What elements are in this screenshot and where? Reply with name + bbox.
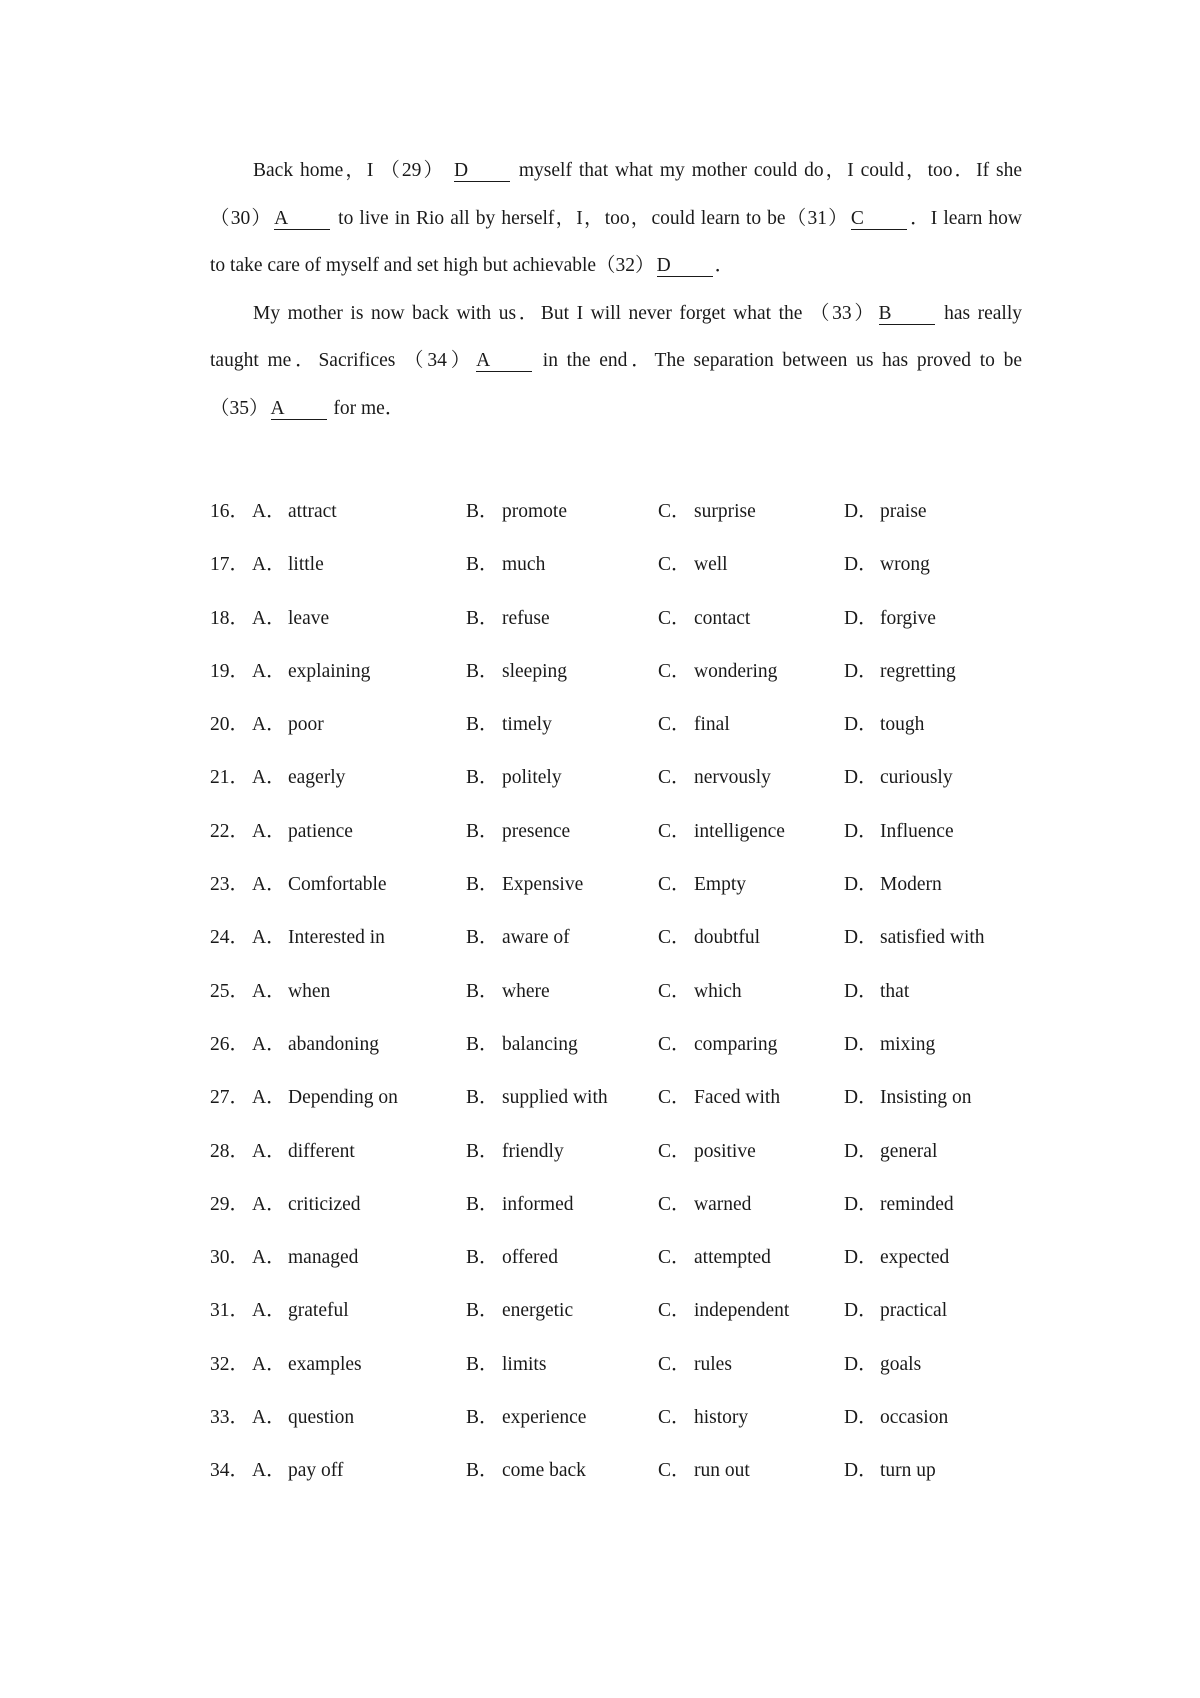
- answer-blank-31: C: [851, 209, 907, 230]
- option-b: [466, 602, 550, 630]
- option-letter: D．: [844, 1353, 878, 1375]
- question-number: 28．: [210, 1140, 250, 1162]
- option-letter: C．: [658, 607, 691, 629]
- option-text: refuse: [502, 607, 550, 629]
- passage-text: Back home，I （29）: [253, 160, 445, 181]
- option-d: [844, 975, 909, 1003]
- option-letter: D．: [844, 554, 878, 576]
- option-text: Empty: [694, 874, 746, 896]
- option-letter: D．: [844, 660, 878, 682]
- option-d: [844, 921, 985, 949]
- option-c: [658, 921, 760, 949]
- option-letter: D．: [844, 1087, 878, 1109]
- passage-line: [210, 385, 1022, 433]
- option-a: [252, 868, 387, 896]
- option-letter: A．: [252, 554, 286, 576]
- option-letter: B．: [466, 554, 499, 576]
- question-number: 31．: [210, 1300, 250, 1322]
- option-text: question: [288, 1407, 355, 1429]
- option-letter: C．: [658, 554, 691, 576]
- passage-text: in the end．The separation between us has proved to be: [542, 350, 1022, 371]
- option-text: patience: [288, 820, 353, 842]
- option-letter: B．: [466, 714, 499, 736]
- option-letter: B．: [466, 1407, 499, 1429]
- question-row: [210, 1135, 1030, 1188]
- question-row: [210, 868, 1030, 921]
- option-text: examples: [288, 1353, 362, 1375]
- option-letter: A．: [252, 874, 286, 896]
- passage-text: ．: [714, 255, 735, 276]
- option-d: [844, 495, 927, 523]
- option-text: tough: [880, 714, 925, 736]
- passage-text: My mother is now back with us．But I will never forget what the （33）: [253, 302, 877, 324]
- question-row: [210, 548, 1030, 601]
- option-a: [252, 921, 385, 949]
- option-text: offered: [502, 1247, 558, 1269]
- option-text: rules: [694, 1353, 732, 1375]
- option-d: [844, 1188, 954, 1216]
- option-b: [466, 921, 570, 949]
- option-text: final: [694, 714, 730, 736]
- reading-passage: [210, 147, 1022, 432]
- option-a: [252, 761, 345, 789]
- option-c: [658, 1028, 777, 1056]
- option-text: much: [502, 554, 546, 576]
- option-letter: D．: [844, 1460, 878, 1482]
- question-row: [210, 1241, 1030, 1294]
- option-text: mixing: [880, 1033, 936, 1055]
- question-row: [210, 1401, 1030, 1454]
- option-d: [844, 602, 936, 630]
- option-b: [466, 1081, 608, 1109]
- question-row: [210, 1348, 1030, 1401]
- option-d: [844, 1241, 949, 1269]
- option-b: [466, 655, 567, 683]
- option-d: [844, 815, 954, 843]
- option-text: that: [880, 980, 910, 1002]
- option-d: [844, 1401, 948, 1429]
- option-letter: B．: [466, 1353, 499, 1375]
- option-text: independent: [694, 1300, 790, 1322]
- option-letter: C．: [658, 1087, 691, 1109]
- option-text: informed: [502, 1193, 574, 1215]
- option-letter: C．: [658, 980, 691, 1002]
- option-b: [466, 975, 550, 1003]
- option-text: turn up: [880, 1460, 936, 1482]
- option-text: praise: [880, 501, 927, 522]
- option-d: [844, 655, 956, 683]
- option-letter: D．: [844, 714, 878, 736]
- question-number: 22．: [210, 820, 250, 842]
- option-text: warned: [694, 1193, 752, 1215]
- option-letter: D．: [844, 820, 878, 842]
- passage-line: [210, 290, 1022, 338]
- question-number: 26．: [210, 1033, 250, 1055]
- question-row: [210, 602, 1030, 655]
- option-text: promote: [502, 501, 567, 522]
- question-number: 29．: [210, 1193, 250, 1215]
- answer-blank-29: D: [454, 161, 510, 182]
- option-text: balancing: [502, 1033, 578, 1055]
- question-number: 24．: [210, 927, 250, 949]
- option-letter: D．: [844, 1033, 878, 1055]
- option-text: criticized: [288, 1193, 361, 1215]
- option-a: [252, 495, 337, 523]
- option-text: grateful: [288, 1300, 349, 1322]
- option-text: curiously: [880, 767, 953, 789]
- option-letter: D．: [844, 767, 878, 789]
- question-row: [210, 815, 1030, 868]
- question-number: 21．: [210, 767, 250, 789]
- option-text: politely: [502, 767, 562, 789]
- option-letter: B．: [466, 874, 499, 896]
- option-letter: A．: [252, 820, 286, 842]
- option-c: [658, 602, 750, 630]
- question-number: 23．: [210, 874, 250, 896]
- option-a: [252, 815, 353, 843]
- option-letter: C．: [658, 1140, 691, 1162]
- option-c: [658, 1348, 732, 1376]
- option-text: Influence: [880, 820, 954, 842]
- option-letter: A．: [252, 1300, 286, 1322]
- option-letter: B．: [466, 1033, 499, 1055]
- option-letter: A．: [252, 927, 286, 949]
- option-b: [466, 708, 552, 736]
- option-b: [466, 1401, 586, 1429]
- passage-text: （35）: [210, 397, 269, 419]
- option-letter: C．: [658, 927, 691, 949]
- option-b: [466, 1241, 558, 1269]
- option-letter: A．: [252, 1193, 286, 1215]
- option-text: well: [694, 554, 728, 576]
- question-number: 34．: [210, 1460, 250, 1482]
- option-text: wondering: [694, 660, 778, 682]
- option-letter: A．: [252, 1353, 286, 1375]
- option-letter: D．: [844, 1140, 878, 1162]
- option-c: [658, 1241, 771, 1269]
- paragraph-1: [210, 147, 1022, 290]
- question-number: 17．: [210, 554, 250, 576]
- option-letter: C．: [658, 1247, 691, 1269]
- option-text: sleeping: [502, 660, 567, 682]
- option-b: [466, 1028, 578, 1056]
- option-b: [466, 1188, 573, 1216]
- option-text: limits: [502, 1353, 547, 1375]
- question-number: 33．: [210, 1407, 250, 1429]
- option-letter: C．: [658, 714, 691, 736]
- option-text: friendly: [502, 1140, 564, 1162]
- option-text: occasion: [880, 1407, 949, 1429]
- option-c: [658, 1454, 750, 1482]
- question-row: [210, 1081, 1030, 1134]
- option-d: [844, 1028, 935, 1056]
- question-number: 18．: [210, 607, 250, 629]
- option-letter: B．: [466, 1247, 499, 1269]
- answer-blank-33: B: [879, 304, 935, 325]
- option-a: [252, 548, 324, 576]
- option-letter: B．: [466, 1193, 499, 1215]
- question-row: [210, 1294, 1030, 1347]
- question-number: 32．: [210, 1353, 250, 1375]
- option-text: eagerly: [288, 767, 346, 789]
- option-a: [252, 708, 324, 736]
- option-letter: A．: [252, 767, 286, 789]
- option-letter: C．: [658, 820, 691, 842]
- question-number: 25．: [210, 980, 250, 1002]
- option-text: different: [288, 1140, 355, 1162]
- option-letter: B．: [466, 1140, 499, 1162]
- question-row: [210, 1454, 1030, 1507]
- option-b: [466, 868, 583, 896]
- option-text: managed: [288, 1247, 359, 1269]
- option-letter: B．: [466, 501, 499, 522]
- question-row: [210, 655, 1030, 708]
- option-text: positive: [694, 1140, 756, 1162]
- option-b: [466, 1454, 586, 1482]
- option-letter: A．: [252, 714, 286, 736]
- option-letter: D．: [844, 927, 878, 949]
- option-a: [252, 1454, 343, 1482]
- option-letter: C．: [658, 1300, 691, 1322]
- passage-text: myself that what my mother could do，I could，too．If she: [518, 160, 1023, 181]
- question-row: [210, 708, 1030, 761]
- option-a: [252, 655, 370, 683]
- option-letter: B．: [466, 607, 499, 629]
- option-c: [658, 1081, 780, 1109]
- option-letter: B．: [466, 1087, 499, 1109]
- option-letter: A．: [252, 1140, 286, 1162]
- option-letter: B．: [466, 660, 499, 682]
- option-d: [844, 761, 953, 789]
- option-text: come back: [502, 1460, 586, 1482]
- option-a: [252, 975, 330, 1003]
- option-c: [658, 1294, 789, 1322]
- passage-text: to live in Rio all by herself，I，too，could learn to be（31）: [338, 207, 849, 229]
- option-b: [466, 548, 545, 576]
- option-text: Interested in: [288, 927, 385, 949]
- option-a: [252, 1081, 398, 1109]
- option-text: comparing: [694, 1033, 778, 1055]
- option-d: [844, 1454, 936, 1482]
- option-text: little: [288, 554, 324, 576]
- option-text: wrong: [880, 554, 930, 576]
- option-text: forgive: [880, 607, 936, 629]
- option-text: reminded: [880, 1193, 954, 1215]
- option-a: [252, 1241, 358, 1269]
- option-d: [844, 708, 924, 736]
- option-text: history: [694, 1407, 749, 1429]
- option-letter: C．: [658, 1033, 691, 1055]
- option-c: [658, 761, 771, 789]
- option-text: nervously: [694, 767, 771, 789]
- answer-blank-30: A: [274, 209, 330, 230]
- option-text: expected: [880, 1247, 950, 1269]
- option-text: general: [880, 1140, 938, 1162]
- option-letter: D．: [844, 980, 878, 1002]
- option-text: Insisting on: [880, 1087, 972, 1109]
- option-text: doubtful: [694, 927, 761, 949]
- passage-text: ．I learn how: [908, 207, 1022, 229]
- passage-text: for me．: [333, 397, 405, 419]
- question-row: [210, 975, 1030, 1028]
- option-text: which: [694, 980, 742, 1002]
- option-a: [252, 1135, 355, 1163]
- option-c: [658, 815, 785, 843]
- option-c: [658, 868, 746, 896]
- passage-line: [210, 147, 1022, 195]
- option-a: [252, 1188, 361, 1216]
- passage-text: （30）: [210, 207, 273, 229]
- option-text: surprise: [694, 501, 756, 522]
- option-letter: A．: [252, 660, 286, 682]
- question-row: [210, 1028, 1030, 1081]
- option-c: [658, 495, 756, 523]
- option-letter: D．: [844, 1193, 878, 1215]
- option-text: contact: [694, 607, 751, 629]
- passage-text: to take care of myself and set high but achievable（32）: [210, 255, 655, 276]
- question-number: 19．: [210, 660, 250, 682]
- option-letter: B．: [466, 767, 499, 789]
- option-text: when: [288, 980, 331, 1002]
- answer-blank-35: A: [271, 399, 327, 420]
- option-letter: A．: [252, 607, 286, 629]
- answer-blank-34: A: [476, 351, 532, 372]
- option-letter: B．: [466, 980, 499, 1002]
- option-text: experience: [502, 1407, 587, 1429]
- option-letter: C．: [658, 767, 691, 789]
- option-text: supplied with: [502, 1087, 608, 1109]
- option-letter: B．: [466, 927, 499, 949]
- option-text: intelligence: [694, 820, 785, 842]
- option-c: [658, 975, 742, 1003]
- paragraph-2: [210, 290, 1022, 433]
- option-b: [466, 815, 570, 843]
- option-letter: B．: [466, 1460, 499, 1482]
- option-text: energetic: [502, 1300, 574, 1322]
- question-number: 16．: [210, 501, 250, 522]
- option-c: [658, 548, 728, 576]
- option-letter: B．: [466, 1300, 499, 1322]
- option-letter: D．: [844, 874, 878, 896]
- passage-text: taught me．Sacrifices （34）: [210, 350, 475, 371]
- option-text: aware of: [502, 927, 570, 949]
- option-text: explaining: [288, 660, 371, 682]
- option-a: [252, 1348, 362, 1376]
- option-text: where: [502, 980, 550, 1002]
- option-d: [844, 1135, 937, 1163]
- option-letter: A．: [252, 1247, 286, 1269]
- option-c: [658, 1135, 756, 1163]
- option-d: [844, 548, 930, 576]
- option-c: [658, 1188, 751, 1216]
- option-b: [466, 1135, 564, 1163]
- question-row: [210, 495, 1030, 548]
- option-letter: D．: [844, 1300, 878, 1322]
- option-a: [252, 602, 329, 630]
- passage-line: [210, 337, 1022, 385]
- option-text: Faced with: [694, 1087, 781, 1109]
- option-text: regretting: [880, 660, 956, 682]
- option-d: [844, 1081, 972, 1109]
- option-letter: A．: [252, 1407, 286, 1429]
- option-letter: C．: [658, 1193, 691, 1215]
- question-row: [210, 921, 1030, 974]
- option-text: attract: [288, 501, 337, 522]
- question-row: [210, 1188, 1030, 1241]
- option-c: [658, 655, 777, 683]
- question-options-list: [210, 495, 1030, 1508]
- option-letter: A．: [252, 1033, 286, 1055]
- option-text: practical: [880, 1300, 948, 1322]
- option-text: timely: [502, 714, 552, 736]
- option-text: presence: [502, 820, 571, 842]
- option-text: Comfortable: [288, 874, 387, 896]
- option-letter: C．: [658, 1460, 691, 1482]
- option-b: [466, 761, 562, 789]
- option-text: goals: [880, 1353, 922, 1375]
- option-letter: C．: [658, 660, 691, 682]
- option-text: poor: [288, 714, 324, 736]
- option-text: Modern: [880, 874, 942, 896]
- question-number: 30．: [210, 1247, 250, 1269]
- answer-blank-32: D: [657, 256, 713, 277]
- option-c: [658, 708, 730, 736]
- option-letter: B．: [466, 820, 499, 842]
- option-a: [252, 1294, 349, 1322]
- option-d: [844, 868, 942, 896]
- option-text: leave: [288, 607, 330, 629]
- passage-line: [210, 195, 1022, 243]
- option-text: pay off: [288, 1460, 344, 1482]
- option-text: abandoning: [288, 1033, 379, 1055]
- option-text: run out: [694, 1460, 750, 1482]
- option-letter: A．: [252, 1460, 286, 1482]
- option-c: [658, 1401, 748, 1429]
- option-text: attempted: [694, 1247, 771, 1269]
- option-letter: D．: [844, 607, 878, 629]
- question-number: 20．: [210, 714, 250, 736]
- option-letter: D．: [844, 501, 878, 522]
- option-a: [252, 1028, 379, 1056]
- option-letter: D．: [844, 1247, 878, 1269]
- option-letter: C．: [658, 1353, 691, 1375]
- option-text: satisfied with: [880, 927, 985, 949]
- option-letter: D．: [844, 1407, 878, 1429]
- passage-text: has really: [944, 302, 1022, 324]
- option-letter: A．: [252, 501, 286, 522]
- option-letter: C．: [658, 501, 691, 522]
- option-b: [466, 1348, 546, 1376]
- question-number: 27．: [210, 1087, 250, 1109]
- option-text: Depending on: [288, 1087, 398, 1109]
- option-d: [844, 1294, 947, 1322]
- option-d: [844, 1348, 921, 1376]
- question-row: [210, 761, 1030, 814]
- passage-line: [210, 242, 1022, 290]
- option-a: [252, 1401, 354, 1429]
- option-letter: A．: [252, 1087, 286, 1109]
- option-letter: C．: [658, 1407, 691, 1429]
- option-letter: C．: [658, 874, 691, 896]
- option-letter: A．: [252, 980, 286, 1002]
- option-b: [466, 495, 567, 523]
- option-text: Expensive: [502, 874, 584, 896]
- option-b: [466, 1294, 573, 1322]
